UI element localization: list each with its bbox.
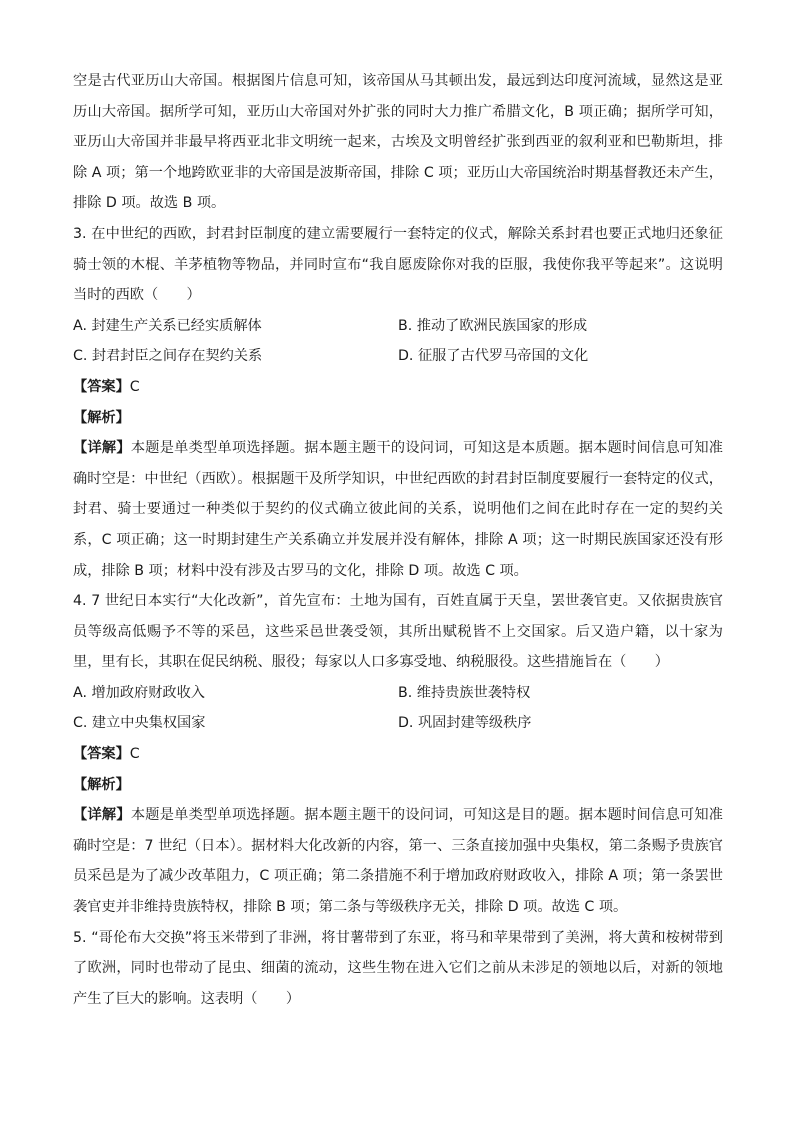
detail-text: 本题是单类型单项选择题。据本题主题干的设问词，可知这是本质题。据本题时间信息可知准确时空是：中世纪（西欧）。根据题干及所学知识，中世纪西欧的封君封臣制度要履行一套特定的仪式，封君、骑士要通过一种类似于契约的仪式确立彼此间的关系，说明他们之间在此时存在一定的契约关系，C 项正确；这一时期封建生产关系确立并发展并没有解体，排除 A 项；这一时期民族国家还没有形成，排除 B 项；材料中没有涉及古罗马的文化，排除 D 项。故选 C 项。 [73, 440, 723, 579]
question-3-option-c: C. 封君封臣之间存在契约关系 [73, 348, 263, 365]
question-3-option-a: A. 封建生产关系已经实质解体 [73, 317, 262, 334]
question-4-analysis [73, 770, 723, 801]
question-3-options [73, 311, 723, 372]
question-4-options [73, 678, 723, 739]
question-5-stem: 5. “哥伦布大交换”将玉米带到了非洲，将甘薯带到了东亚，将马和苹果带到了美洲，将大黄和桉树带到了欧洲，同时也带动了昆虫、细菌的流动，这些生物在进入它们之前从未涉足的领地以后，对新的领地产生了巨大的影响。这表明（ ） [73, 929, 723, 1007]
question-4-option-c: C. 建立中央集权国家 [73, 715, 206, 732]
question-3-detail [73, 433, 723, 586]
question-4-stem: 4. 7 世纪日本实行“大化改新”，首先宣布：土地为国有，百姓直属于天皇，罢世袭官吏。又依据贵族官员等级高低赐予不等的采邑，这些采邑世袭受领，其所出赋税皆不上交国家。后又造户籍，以十家为里，里有长，其职在促民纳税、服役；每家以人口多寡受地、纳税服役。这些措施旨在（ ） [73, 593, 723, 671]
document-page [73, 66, 723, 1014]
question-3-option-b: B. 推动了欧洲民族国家的形成 [398, 317, 588, 334]
question-3-analysis [73, 403, 723, 434]
analysis-tag: 【解析】 [73, 409, 130, 426]
detail-text: 本题是单类型单项选择题。据本题主题干的设问词，可知这是目的题。据本题时间信息可知准确时空是：7 世纪（日本）。据材料大化改新的内容，第一、三条直接加强中央集权，第二条赐予贵族官员采邑是为了减少改革阻力，C 项正确；第二条措施不利于增加政府财政收入，排除 A 项；第一条罢世袭官吏并非维持贵族特权，排除 B 项；第二条与等级秩序无关，排除 D 项。故选 C 项。 [73, 807, 723, 916]
question-4-option-d: D. 巩固封建等级秩序 [398, 715, 532, 732]
detail-tag: 【详解】 [73, 440, 131, 457]
question-4-detail [73, 800, 723, 922]
question-3-option-d: D. 征服了古代罗马帝国的文化 [398, 348, 589, 365]
intro-paragraph: 空是古代亚历山大帝国。根据图片信息可知，该帝国从马其顿出发，最远到达印度河流域，显然这是亚历山大帝国。据所学可知，亚历山大帝国对外扩张的同时大力推广希腊文化，B 项正确；据所学可知，亚历山大帝国并非最早将西亚北非文明统一起来，古埃及文明曾经扩张到西亚的叙利亚和巴勒斯坦，排除 A 项；第一个地跨欧亚非的大帝国是波斯帝国，排除 C 项；亚历山大帝国统治时期基督教还未产生，排除 D 项。故选 B 项。 [73, 73, 723, 212]
question-4-option-b: B. 维持贵族世袭特权 [398, 684, 531, 701]
answer-value: C [129, 746, 140, 763]
question-4-answer [73, 739, 723, 770]
question-3-stem: 3. 在中世纪的西欧，封君封臣制度的建立需要履行一套特定的仪式，解除关系封君也要正式地归还象征骑士领的木棍、羊茅植物等物品，并同时宣布“我自愿废除你对我的臣服，我使你我平等起来”。这说明当时的西欧（ ） [73, 225, 723, 304]
analysis-tag: 【解析】 [73, 776, 130, 793]
question-3-answer [73, 372, 723, 403]
question-4-option-a: A. 增加政府财政收入 [73, 684, 205, 701]
detail-tag: 【详解】 [73, 807, 131, 824]
answer-value: C [129, 378, 140, 395]
answer-tag: 【答案】 [73, 378, 130, 395]
answer-tag: 【答案】 [73, 746, 130, 763]
